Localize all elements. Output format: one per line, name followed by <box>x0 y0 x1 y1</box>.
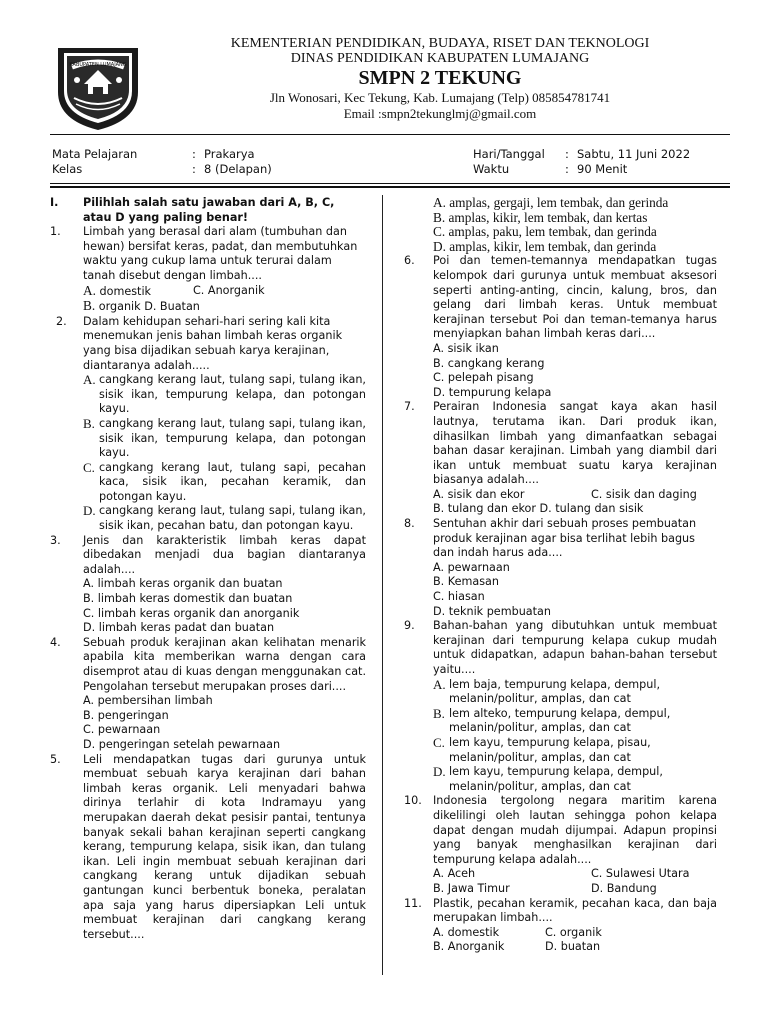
option-d: D. tempurung kelapa <box>433 385 552 399</box>
option-letter: C. <box>433 734 445 750</box>
option-d: D. amplas, kikir, lem tembak, dan gerinda <box>433 238 657 254</box>
section-title: Pilihlah salah satu jawaban dari A, B, C, atau D yang paling benar! <box>83 196 335 224</box>
subject-sep: : <box>192 147 196 161</box>
option-letter: B. <box>433 705 445 721</box>
school-name: SMPN 2 TEKUNG <box>358 67 522 89</box>
option-a: A. domestik <box>433 925 500 939</box>
question-2 <box>50 315 366 534</box>
question-number: 10. <box>404 794 422 808</box>
date-label: Hari/Tanggal <box>473 147 545 161</box>
option-d: D. buatan <box>545 940 601 954</box>
question-1 <box>50 225 366 315</box>
option-b: B. amplas, kikir, lem tembak, dan kertas <box>433 209 648 225</box>
question-number: 11. <box>404 896 422 910</box>
school-email: Email :smpn2tekunglmj@gmail.com <box>343 106 537 121</box>
option-b: B. Anorganik <box>433 940 505 954</box>
option-b: B. Jawa Timur <box>433 881 510 895</box>
option-d: cangkang kerang laut, tulang sapi, tulang ikan, sisik ikan, pecahan batu, dan potongan kayu. <box>99 504 366 533</box>
question-text: Poi dan temen-temannya mendapatkan tugas kelompok dari gurunya untuk membuat aksesori seperti anting-anting, cincin, kalung, bros, dan gelang dari limbah keras. Untuk membuat kerajinan tersebut Poi dan teman-temanya harus menyiapkan bahan limbah keras dari.... <box>433 254 717 341</box>
option-b: lem alteko, tempurung kelapa, dempul, melanin/politur, amplas, dan cat <box>449 706 671 735</box>
option-c: lem kayu, tempurung kelapa, pisau, melanin/politur, amplas, dan cat <box>449 735 651 764</box>
option-d: lem kayu, tempurung kelapa, dempul, melanin/politur, amplas, dan cat <box>449 765 663 793</box>
exam-info-left <box>52 147 272 177</box>
option-letter: D. <box>83 503 96 519</box>
option-a: A. amplas, gergaji, lem tembak, dan gerinda <box>433 195 669 210</box>
option-c: C. hiasan <box>433 590 485 604</box>
option-c: C. amplas, paku, lem tembak, dan gerinda <box>433 224 657 240</box>
question-number: 5. <box>50 752 61 766</box>
option-b: B. limbah keras domestik dan buatan <box>83 592 293 606</box>
question-5-options <box>404 196 717 254</box>
option-c: C. pewarnaan <box>83 723 161 737</box>
info-divider-thick <box>50 186 730 188</box>
question-text: Indonesia tergolong negara maritim karena dikelilingi oleh lautan sehingga pohon kelapa dapat dengan mudah dijumpai. Adapun propinsi yang banyak menghasilkan kerajinan dari tempurung kelapa adalah.... <box>433 794 717 866</box>
option-c: cangkang kerang laut, tulang sapi, pecahan kaca, sisik ikan, pecahan keramik, dan potongan kayu. <box>99 460 366 503</box>
info-divider-thin <box>50 183 730 184</box>
question-3 <box>50 534 366 636</box>
option-a: A. limbah keras organik dan buatan <box>83 577 283 591</box>
question-10 <box>404 794 717 896</box>
date-sep: : <box>565 147 569 161</box>
option-letter: B. <box>83 415 95 431</box>
option-a: A. sisik dan ekor <box>433 487 525 501</box>
subject-value: Prakarya <box>204 147 255 161</box>
class-label: Kelas <box>52 162 83 176</box>
question-text: Sentuhan akhir dari sebuah proses pembuatan produk kerajinan agar bisa terlihat lebih bagus dan indah harus ada.... <box>433 517 697 560</box>
question-text: Sebuah produk kerajinan akan kelihatan menarik apabila kita memberikan warna dengan cara disemprot atau di kuas dengan menggunakan cat. Pengolahan tersebut merupakan proses dari.... <box>83 635 366 693</box>
option-letter: A. <box>83 372 96 388</box>
question-number: 7. <box>404 400 415 414</box>
class-value: 8 (Delapan) <box>204 162 272 176</box>
question-text: Dalam kehidupan sehari-hari sering kali kita menemukan jenis bahan limbah keras organik yang bisa dijadikan sebuah karya kerajinan, diantaranya adalah..... <box>83 314 343 372</box>
question-text: Perairan Indonesia sangat kaya akan hasil lautnya, terutama ikan. Dari produk ikan, dihasilkan limbah yang dimanfaatkan sebagai bahan dasar kerajinan. Limbah yang diambil dari ikan untuk membuat suatu karya kerajinan biasanya adalah.... <box>433 400 717 487</box>
option-c: C. sisik dan daging <box>591 487 697 501</box>
class-sep: : <box>192 162 196 176</box>
time-value: 90 Menit <box>577 162 628 176</box>
option-letter: C. <box>83 459 95 475</box>
option-letter: D. <box>433 764 446 780</box>
time-sep: : <box>565 162 569 176</box>
option-a: A. pembersihan limbah <box>83 694 213 708</box>
subject-label: Mata Pelajaran <box>52 147 138 161</box>
section-instruction <box>50 196 366 225</box>
time-label: Waktu <box>473 162 510 176</box>
letterhead-text <box>150 36 730 121</box>
column-divider <box>382 195 383 975</box>
option-letter: A. <box>433 676 446 692</box>
question-text: Leli mendapatkan tugas dari gurunya untuk membuat sebuah karya kerajinan dari bahan limbah keras organik. Leli menyadari bahwa dirinya terlahir di kota Indramayu yang merupakan daerah dekat pesisir pantai, tentunya banyak sekali bahan kerajinan seperti cangkang kerang, tempurung kelapa, sisik ikan, dan tulang ikan. Leli ingin membuat sebuah kerajinan dari cangkang kerang untuk dijadikan sebuah gantungan kunci berbentuk boneka, peralatan apa saja yang harus dipersiapkan Leli untuk membuat kerajinan dari cangkang kerang tersebut.... <box>83 752 366 941</box>
left-column <box>50 196 366 942</box>
question-number: 6. <box>404 254 415 268</box>
option-letter: A. <box>83 282 96 298</box>
option-a: A. pewarnaan <box>433 560 510 574</box>
question-number: 1. <box>50 225 61 239</box>
date-value: Sabtu, 11 Juni 2022 <box>577 147 691 161</box>
question-11 <box>404 897 717 955</box>
question-number: 2. <box>56 314 67 328</box>
question-text: Limbah yang berasal dari alam (tumbuhan dan hewan) bersifat keras, padat, dan membutuhkan waktu yang cukup lama untuk terurai dalam tanah disebut dengan limbah.... <box>83 225 358 282</box>
option-b: B. cangkang kerang <box>433 356 545 370</box>
option-d: D. limbah keras padat dan buatan <box>83 621 275 635</box>
question-text: Plastik, pecahan keramik, pecahan kaca, dan baja merupakan limbah.... <box>433 896 717 925</box>
option-letter: B. <box>83 298 96 314</box>
question-6 <box>404 254 717 400</box>
option-c: C. pelepah pisang <box>433 371 534 385</box>
question-number: 3. <box>50 533 61 547</box>
question-number: 4. <box>50 635 61 649</box>
option-b: organik D. Buatan <box>98 300 200 314</box>
question-5 <box>50 753 366 943</box>
question-8 <box>404 517 717 619</box>
section-number: I. <box>50 196 59 209</box>
option-c: C. limbah keras organik dan anorganik <box>83 606 300 620</box>
lumajang-regency-emblem-icon <box>52 40 144 132</box>
option-b: B. Kemasan <box>433 575 499 589</box>
option-a: cangkang kerang laut, tulang sapi, tulang ikan, sisik ikan, tempurung kelapa, dan potongan kayu. <box>99 373 366 416</box>
right-column <box>404 196 717 955</box>
question-4 <box>50 636 366 753</box>
option-a: A. Aceh <box>433 867 476 881</box>
question-9 <box>404 619 717 794</box>
department-name: DINAS PENDIDIKAN KABUPATEN LUMAJANG <box>290 51 590 66</box>
option-a: A. sisik ikan <box>433 341 499 355</box>
emblem-lettering: KABUPATEN LUMAJANG <box>69 62 127 68</box>
question-text: Bahan-bahan yang dibutuhkan untuk membuat kerajinan dari tempurung kelapa cukup mudah untuk didapatkan, adapun bahan-bahan tersebut yaitu.... <box>433 619 717 676</box>
option-b: B. tulang dan ekor D. tulang dan sisik <box>433 502 644 516</box>
option-c: C. Anorganik <box>193 283 265 297</box>
letterhead <box>50 32 730 132</box>
question-number: 9. <box>404 619 415 633</box>
question-7 <box>404 400 717 517</box>
option-d: D. pengeringan setelah pewarnaan <box>83 737 281 751</box>
header-divider <box>50 134 730 135</box>
option-b: cangkang kerang laut, tulang sapi, tulang ikan, sisik ikan, tempurung kelapa, dan potongan kayu. <box>99 416 366 460</box>
question-number: 8. <box>404 517 415 531</box>
exam-info-right <box>473 147 690 177</box>
option-d: D. teknik pembuatan <box>433 604 551 618</box>
option-a: lem baja, tempurung kelapa, dempul, melanin/politur, amplas, dan cat <box>449 677 661 706</box>
school-address: Jln Wonosari, Kec Tekung, Kab. Lumajang (Telp) 085854781741 <box>269 90 611 105</box>
question-text: Jenis dan karakteristik limbah keras dapat dibedakan menjadi dua bagian diantaranya adalah.... <box>83 533 366 576</box>
option-c: C. organik <box>545 925 602 939</box>
option-c: C. Sulawesi Utara <box>591 867 690 881</box>
option-a: domestik <box>99 284 152 298</box>
ministry-name: KEMENTERIAN PENDIDIKAN, BUDAYA, RISET DAN TEKNOLOGI <box>230 36 650 51</box>
option-b: B. pengeringan <box>83 708 169 722</box>
option-d: D. Bandung <box>591 881 657 895</box>
